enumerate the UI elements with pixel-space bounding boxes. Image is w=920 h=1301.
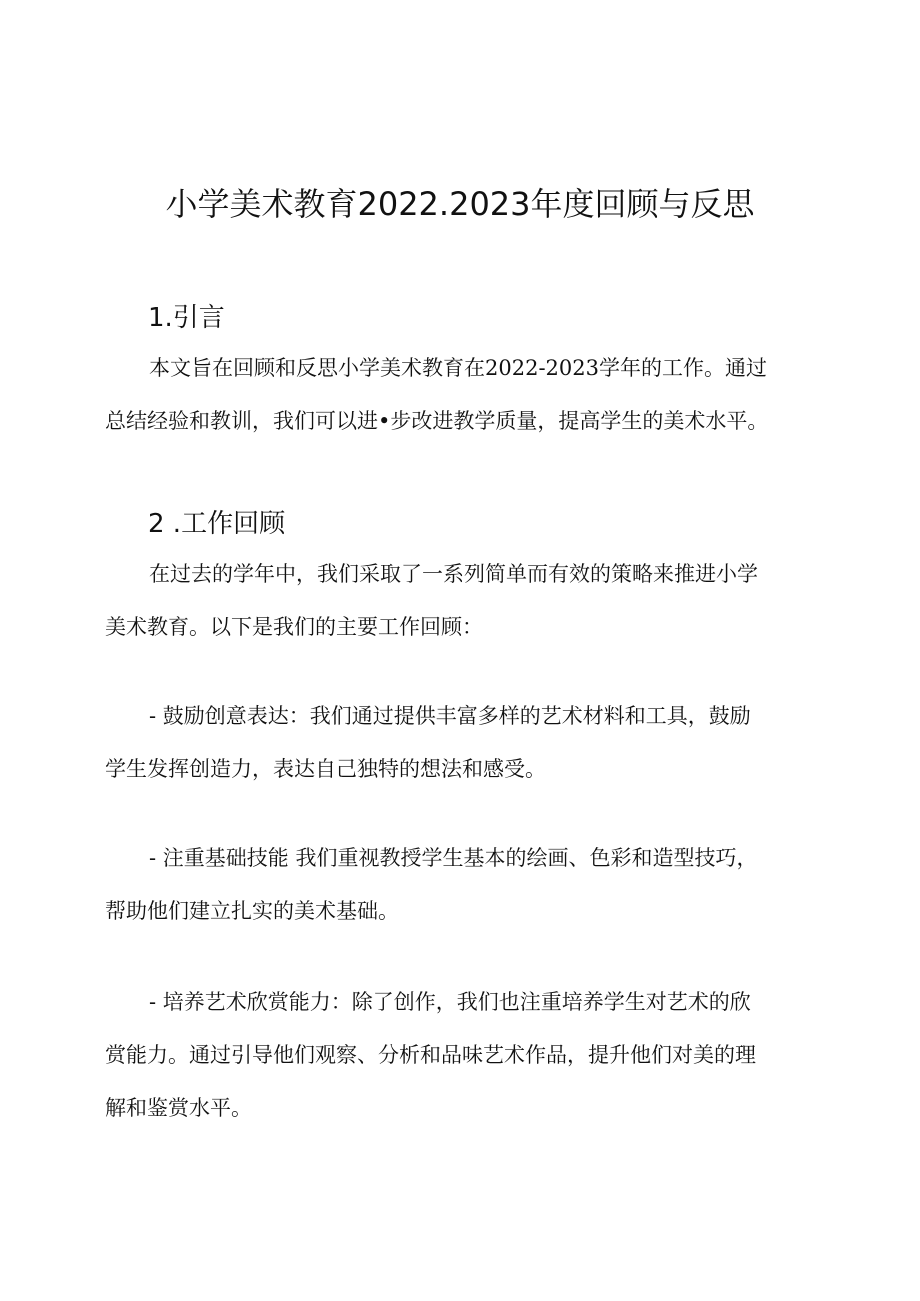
paragraph-line: - 注重基础技能 我们重视教授学生基本的绘画、色彩和造型技巧， xyxy=(149,846,758,870)
document-title: 小学美术教育2022.2023年度回顾与反思 xyxy=(165,185,755,223)
paragraph-line: 学生发挥创造力，表达自己独特的想法和感受。 xyxy=(105,757,546,781)
list-item-art-appreciation xyxy=(105,976,820,1135)
paragraph-line: 赏能力。通过引导他们观察、分析和品味艺术作品，提升他们对美的理 xyxy=(105,1043,756,1067)
paragraph-line: - 培养艺术欣赏能力：除了创作，我们也注重培养学生对艺术的欣 xyxy=(149,990,751,1014)
paragraph-line: 本文旨在回顾和反思小学美术教育在2022-2023学年的工作。通过 xyxy=(149,356,767,380)
paragraph-line: 总结经验和教训，我们可以进•步改进教学质量，提高学生的美术水平。 xyxy=(105,409,769,433)
paragraph-line: 帮助他们建立扎实的美术基础。 xyxy=(105,899,399,923)
paragraph-line: 解和鉴赏水平。 xyxy=(105,1096,252,1120)
section-heading-work-review: 2 .工作回顾 xyxy=(148,509,286,539)
paragraph-line: - 鼓励创意表达：我们通过提供丰富多样的艺术材料和工具，鼓励 xyxy=(149,704,751,728)
paragraph-introduction xyxy=(105,342,820,448)
list-item-creative-expression xyxy=(105,690,820,796)
section-heading-introduction: 1.引言 xyxy=(148,303,225,333)
paragraph-line: 美术教育。以下是我们的主要工作回顾： xyxy=(105,615,483,639)
paragraph-line: 在过去的学年中，我们采取了一系列简单而有效的策略来推进小学 xyxy=(149,562,758,586)
list-item-basic-skills xyxy=(105,832,820,938)
paragraph-work-review-intro xyxy=(105,548,820,654)
